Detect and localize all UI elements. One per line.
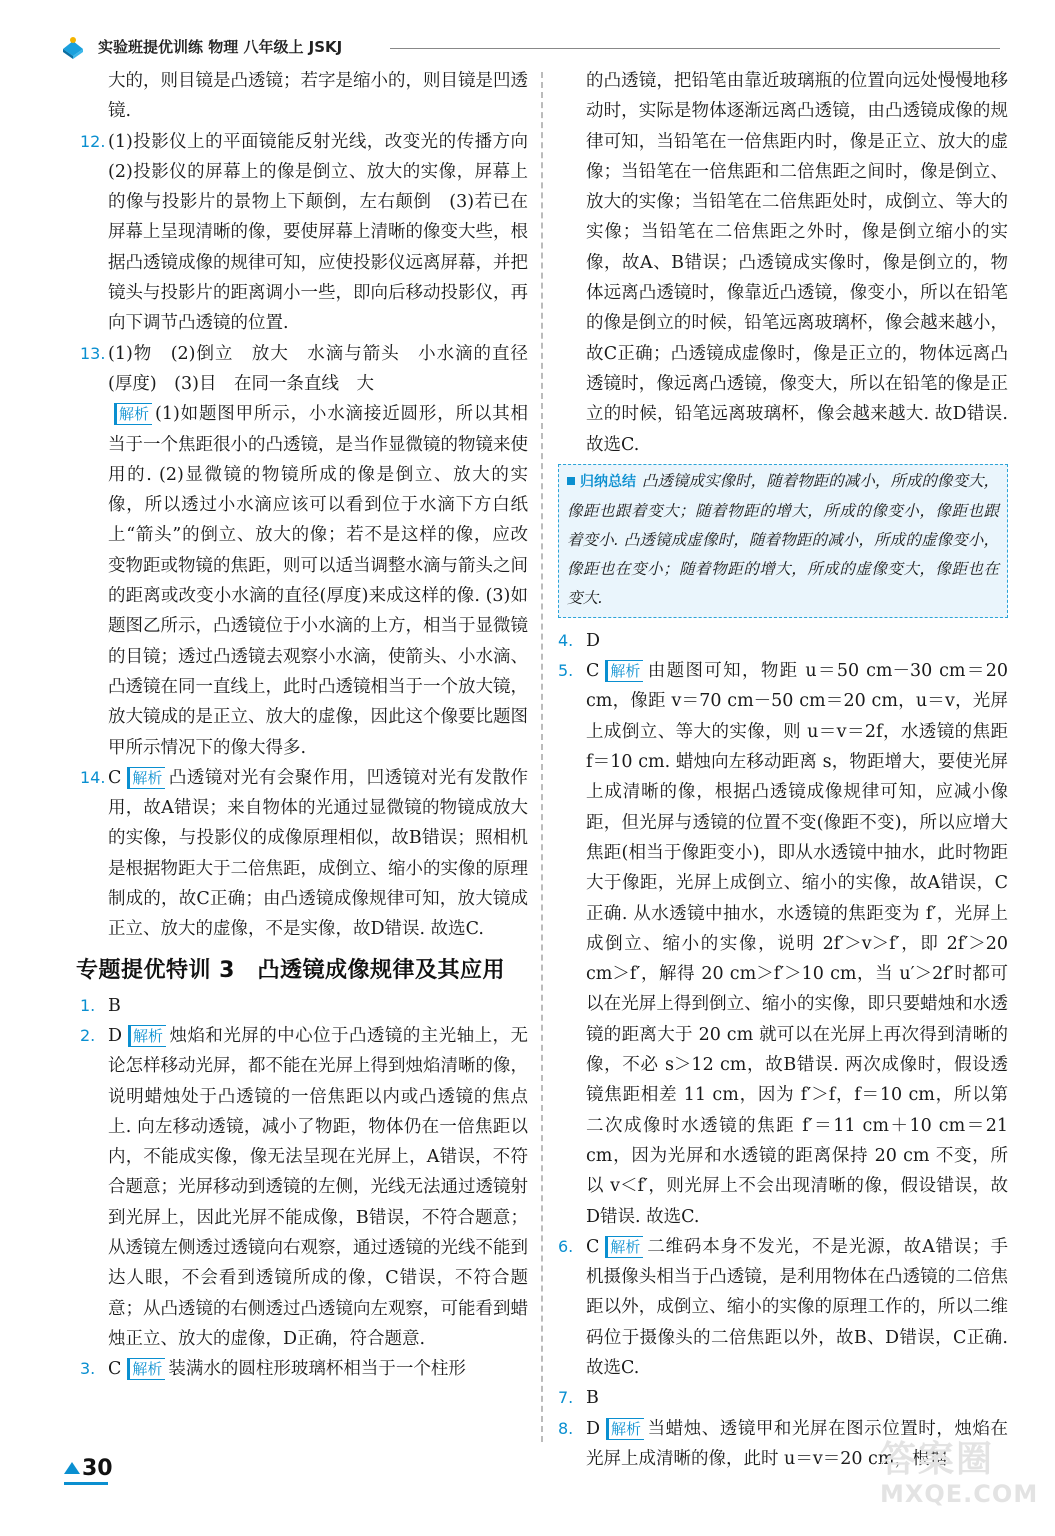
answer-item-1 [80, 991, 528, 1021]
section-title: 专题提优特训 3 凸透镜成像规律及其应用 [76, 957, 505, 983]
item-answer: (1)物 (2)倒立 放大 水滴与箭头 小水滴的直径(厚度) (3)目 在同一条直线 大 [108, 343, 528, 394]
item-answer: B [586, 1388, 599, 1409]
page-number-text: 30 [82, 1456, 113, 1481]
item-number: 6. [558, 1236, 574, 1256]
watermark-text: 答案圈 [880, 1439, 995, 1480]
item-answer: D [586, 1418, 601, 1439]
summary-label: 归纳总结 [567, 468, 636, 497]
answer-item-2 [80, 1021, 528, 1354]
analysis-tag: 解析 [114, 403, 152, 425]
item-number: 12. [80, 131, 106, 151]
item-analysis: 当蜡烛、透镜甲和光屏在图示位置时，烛焰在光屏上成清晰的像，此时 u＝v＝20 cm，根据 [586, 1418, 1008, 1469]
item-answer: D [586, 630, 601, 651]
analysis-tag: 解析 [127, 1358, 165, 1380]
item-text: (1)投影仪上的平面镜能反射光线，改变光的传播方向 (2)投影仪的屏幕上的像是倒立、放大的实像，屏幕上的像与投影片的景物上下颠倒，左右颠倒 (3)若已在屏幕上呈现清晰的像，要使屏幕上清晰的像变大些，根据凸透镜成像的规律可知，应使投影仪远离屏幕，并把镜头与投影片的距离调小一些，即向后移动投影仪，再向下调节凸透镜的位置. [108, 131, 546, 334]
continued-paragraph: 的凸透镜，把铅笔由靠近玻璃瓶的位置向远处慢慢地移动时，实际是物体逐渐远离凸透镜，由凸透镜成像的规律可知，当铅笔在一倍焦距内时，像是正立、放大的虚像；当铅笔在一倍焦距和二倍焦距之间时，像是倒立、放大的实像；当铅笔在二倍焦距处时，成倒立、等大的实像；当铅笔在二倍焦距之外时，像是倒立缩小的实像，故A、B错误；凸透镜成实像时，像是倒立的，物体远离凸透镜时，像靠近凸透镜，像变小，所以在铅笔的像是倒立的时候，铅笔远离玻璃杯，像会越来越小，故C正确；凸透镜成虚像时，像是正立的，物体远离凸透镜时，像远离凸透镜，像变大，所以在铅笔的像是正立的时候，铅笔远离玻璃杯，像会越来越大. 故D错误. 故选C. [586, 71, 1008, 455]
right-column [558, 66, 1008, 1474]
watermark-url: MXQE.COM [880, 1480, 1039, 1508]
analysis-tag: 解析 [128, 1025, 166, 1047]
answer-item-4 [558, 626, 1008, 656]
header-rule [390, 48, 1000, 49]
analysis-tag: 解析 [606, 1418, 644, 1440]
item-number: 4. [558, 630, 574, 650]
item-number: 14. [80, 767, 106, 787]
column-divider [541, 72, 543, 1442]
page-number [64, 1456, 114, 1486]
item-number: 13. [80, 343, 106, 363]
item-number: 7. [558, 1388, 574, 1408]
left-column [76, 66, 546, 1384]
continued-paragraph: 大的，则目镜是凸透镜；若字是缩小的，则目镜是凹透镜. [108, 71, 528, 122]
analysis-tag: 解析 [127, 767, 165, 789]
answer-item-7 [558, 1383, 1008, 1413]
item-number: 2. [80, 1025, 96, 1045]
answer-item-12 [80, 127, 546, 339]
item-answer: B [108, 995, 121, 1016]
item-answer: D [108, 1025, 123, 1046]
summary-box [558, 464, 1008, 618]
page-arrow-icon [64, 1462, 80, 1474]
item-number: 3. [80, 1359, 96, 1379]
item-analysis: 二维码本身不发光，不是光源，故A错误；手机摄像头相当于凸透镜，是利用物体在凸透镜的二倍焦距以外，成倒立、缩小的实像的原理工作的，所以二维码位于摄像头的二倍焦距以外，故B、D错误，C正确. 故选C. [586, 1236, 1008, 1378]
book-logo-icon [60, 34, 86, 60]
item-number: 5. [558, 661, 574, 681]
page-number-underline [64, 1482, 108, 1485]
header-title: 实验班提优训练 物理 八年级上 JSKJ [98, 38, 343, 56]
answer-item-14 [80, 763, 528, 945]
page-header [60, 32, 1000, 62]
answer-item-5 [558, 656, 1008, 1232]
item-number: 8. [558, 1418, 574, 1438]
answer-item-3 [80, 1354, 528, 1384]
analysis-tag: 解析 [605, 660, 643, 682]
summary-text: 凸透镜成实像时，随着物距的减小，所成的像变大，像距也跟着变大；随着物距的增大，所成的像变小，像距也跟着变小. 凸透镜成虚像时，随着物距的减小，所成的虚像变小，像距也在变小；随着物距的增大，所成的虚像变大，像距也在变大. [567, 471, 999, 607]
item-analysis: 由题图可知，物距 u＝50 cm－30 cm＝20 cm，像距 v＝70 cm－50 cm＝20 cm，u＝v，光屏上成倒立、等大的实像，则 u＝v＝2f，水透镜的焦距 f＝10 cm. 蜡烛向左移动距离 s，物距增大，要使光屏上成清晰的像，根据凸透镜成像规律可知，应减小像距，但光屏与透镜的位置不变(像距不变)，所以应增大焦距(相当于像距变小)，即从水透镜中抽水，此时物距大于像距，光屏上成倒立、缩小的实像，故A错误，C正确. 从水透镜中抽水，水透镜的焦距变为 f′，光屏上成倒立、缩小的实像，说明 2f′＞v＞f′，即 2f′＞20 cm＞f′，解得 20 cm＞f′＞10 cm，当 u′＞2f′时都可以在光屏上得到倒立、缩小的实像，即只要蜡烛和水透镜的距离大于 20 cm 就可以在光屏上再次得到清晰的像，不必 s＞12 cm，故B错误. 两次成像时，假设透镜焦距相差 11 cm，因为 f′＞f，f＝10 cm，所以第二次成像时水透镜的焦距 f′＝11 cm＋10 cm＝21 cm，因为光屏和水透镜的距离保持 20 cm 不变，所以 v＜f′，则光屏上不会出现清晰的像，假设错误，故D错误. 故选C. [586, 661, 1008, 1227]
item-answer: C [108, 1359, 122, 1380]
item-analysis: (1)如题图甲所示，小水滴接近圆形，所以其相当于一个焦距很小的凸透镜，是当作显微镜的物镜来使用的. (2)显微镜的物镜所成的像是倒立、放大的实像，所以透过小水滴应该可以看到位于水滴下方白纸上“箭头”的倒立、放大的像；若不是这样的像，应改变物距或物镜的焦距，则可以适当调整水滴与箭头之间的距离或改变小水滴的直径(厚度)来成这样的像. (3)如题图乙所示，凸透镜位于小水滴的上方，相当于显微镜的目镜；透过凸透镜去观察小水滴，使箭头、小水滴、凸透镜在同一直线上，此时凸透镜相当于一个放大镜，放大镜成的是正立、放大的虚像，因此这个像要比题图甲所示情况下的像大得多. [108, 404, 528, 758]
answer-item-6 [558, 1232, 1008, 1383]
item-number: 1. [80, 995, 96, 1015]
answer-item-13 [80, 339, 528, 763]
item-answer: C [586, 1236, 600, 1257]
item-answer: C [108, 767, 122, 788]
item-analysis: 凸透镜对光有会聚作用，凹透镜对光有发散作用，故A错误；来自物体的光通过显微镜的物镜成放大的实像，与投影仪的成像原理相似，故B错误；照相机是根据物距大于二倍焦距，成倒立、缩小的实像的原理制成的，故C正确；由凸透镜成像规律可知，放大镜成正立、放大的虚像，不是实像，故D错误. 故选C. [108, 767, 528, 940]
analysis-tag: 解析 [605, 1236, 643, 1258]
item-answer: C [586, 661, 600, 682]
item-analysis: 装满水的圆柱形玻璃杯相当于一个柱形 [168, 1359, 466, 1380]
watermark [880, 1439, 1039, 1520]
item-analysis: 烛焰和光屏的中心位于凸透镜的主光轴上，无论怎样移动光屏，都不能在光屏上得到烛焰清晰的像，说明蜡烛处于凸透镜的一倍焦距以内或凸透镜的焦点上. 向左移动透镜，减小了物距，物体仍在一倍焦距以内，不能成实像，像无法呈现在光屏上，A错误，不符合题意；光屏移动到透镜的左侧，光线无法通过透镜射到光屏上，因此光屏不能成像，B错误，不符合题意；从透镜左侧透过透镜向右观察，通过透镜的光线不能到达人眼，不会看到透镜所成的像，C错误，不符合题意；从凸透镜的右侧透过凸透镜向左观察，可能看到蜡烛正立、放大的虚像，D正确，符合题意. [108, 1025, 528, 1349]
